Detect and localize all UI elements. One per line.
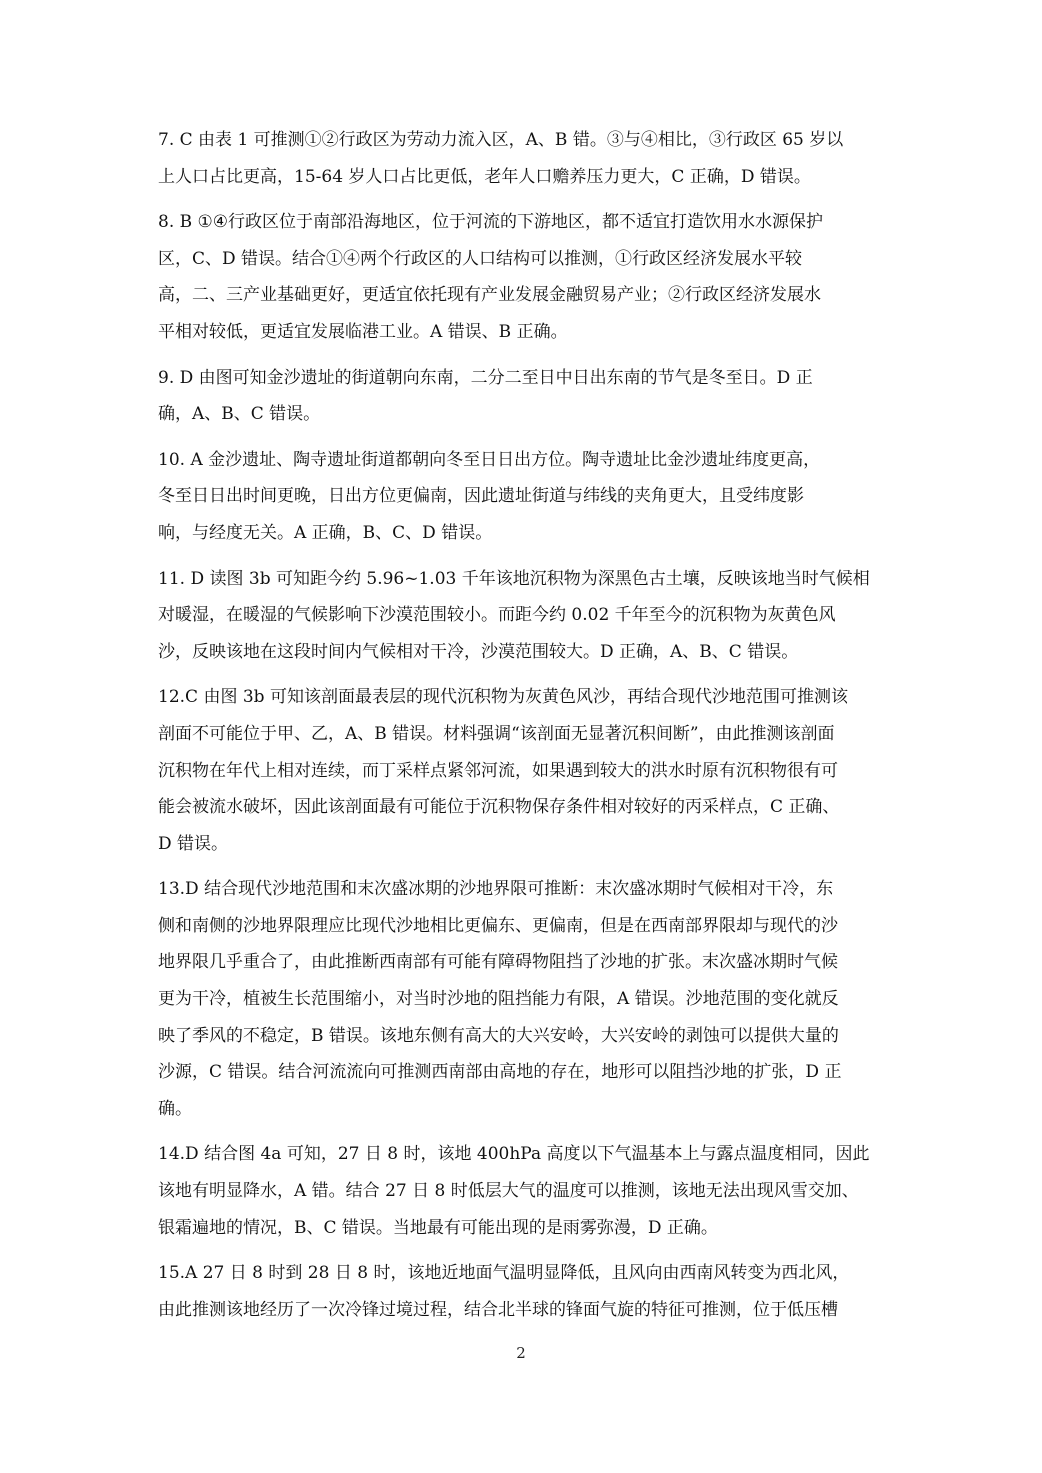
answer-item: [158, 561, 888, 671]
answer-item: [158, 679, 888, 862]
answer-line: 11. D 读图 3b 可知距今约 5.96~1.03 千年该地沉积物为深黑色古土壤，反映该地当时气候相: [158, 568, 870, 589]
answer-item: [158, 122, 888, 195]
answer-item: [158, 442, 888, 552]
answer-line: 剖面不可能位于甲、乙，A、B 错误。材料强调“该剖面无显著沉积间断”，由此推测该剖面: [158, 723, 835, 744]
answer-line: 9. D 由图可知金沙遗址的街道朝向东南，二分二至日中日出东南的节气是冬至日。D 正: [158, 367, 813, 388]
answer-line: 沙源，C 错误。结合河流流向可推测西南部由高地的存在，地形可以阻挡沙地的扩张，D 正: [158, 1062, 842, 1083]
answer-line: 13.D 结合现代沙地范围和末次盛冰期的沙地界限可推断：末次盛冰期时气候相对干冷，东: [158, 879, 834, 900]
answer-line: 对暖湿，在暖湿的气候影响下沙漠范围较小。而距今约 0.02 千年至今的沉积物为灰黄色风: [158, 605, 836, 626]
answer-line: 12.C 由图 3b 可知该剖面最表层的现代沉积物为灰黄色风沙，再结合现代沙地范围可推测该: [158, 687, 848, 708]
answer-item: [158, 1255, 888, 1328]
answer-line: 8. B ①④行政区位于南部沿海地区，位于河流的下游地区，都不适宜打造饮用水水源保护: [158, 212, 823, 233]
answer-line: 地界限几乎重合了，由此推断西南部有可能有障碍物阻挡了沙地的扩张。末次盛冰期时气候: [158, 952, 838, 973]
answer-line: 高，二、三产业基础更好，更适宜依托现有产业发展金融贸易产业；②行政区经济发展水: [158, 285, 821, 306]
page-number: 2: [516, 1344, 526, 1362]
answer-line: 映了季风的不稳定，B 错误。该地东侧有高大的大兴安岭，大兴安岭的剥蚀可以提供大量的: [158, 1025, 839, 1046]
answer-item: [158, 871, 888, 1127]
answer-line: 响，与经度无关。A 正确，B、C、D 错误。: [158, 522, 493, 543]
answer-line: 确，A、B、C 错误。: [158, 404, 321, 425]
answer-line: 7. C 由表 1 可推测①②行政区为劳动力流入区，A、B 错。③与④相比，③行政区 65 岁以: [158, 130, 844, 150]
answer-line: 由此推测该地经历了一次冷锋过境过程，结合北半球的锋面气旋的特征可推测，位于低压槽: [158, 1299, 838, 1320]
answer-line: 15.A 27 日 8 时到 28 日 8 时，该地近地面气温明显降低，且风向由西南风转变为西北风，: [158, 1263, 850, 1284]
answer-line: 平相对较低，更适宜发展临港工业。A 错误、B 正确。: [158, 321, 568, 342]
answer-line: 侧和南侧的沙地界限理应比现代沙地相比更偏东、更偏南，但是在西南部界限却与现代的沙: [158, 915, 838, 936]
answer-line: 沉积物在年代上相对连续，而丁采样点紧邻河流，如果遇到较大的洪水时原有沉积物很有可: [158, 760, 838, 781]
answer-line: 沙，反映该地在这段时间内气候相对干冷，沙漠范围较大。D 正确，A、B、C 错误。: [158, 641, 799, 662]
answer-line: D 错误。: [158, 833, 229, 854]
answer-item: [158, 204, 888, 350]
answer-line: 银霜遍地的情况，B、C 错误。当地最有可能出现的是雨雾弥漫，D 正确。: [158, 1217, 718, 1238]
answer-line: 能会被流水破坏，因此该剖面最有可能位于沉积物保存条件相对较好的丙采样点，C 正确、: [158, 797, 840, 818]
answer-line: 10. A 金沙遗址、陶寺遗址街道都朝向冬至日日出方位。陶寺遗址比金沙遗址纬度更高，: [158, 449, 821, 470]
answer-item: [158, 1136, 888, 1246]
answer-line: 确。: [158, 1098, 192, 1119]
answer-line: 区，C、D 错误。结合①④两个行政区的人口结构可以推测，①行政区经济发展水平较: [158, 248, 803, 269]
answer-line: 该地有明显降水，A 错。结合 27 日 8 时低层大气的温度可以推测，该地无法出现风雪交加、: [158, 1181, 859, 1202]
answer-line: 上人口占比更高，15-64 岁人口占比更低，老年人口赡养压力更大，C 正确，D 错误。: [158, 166, 811, 187]
answer-item: [158, 360, 888, 433]
answer-line: 更为干冷，植被生长范围缩小，对当时沙地的阻挡能力有限，A 错误。沙地范围的变化就反: [158, 989, 839, 1010]
answer-line: 冬至日日出时间更晚，日出方位更偏南，因此遗址街道与纬线的夹角更大，且受纬度影: [158, 486, 804, 507]
answer-line: 14.D 结合图 4a 可知，27 日 8 时，该地 400hPa 高度以下气温基本上与露点温度相同，因此: [158, 1144, 870, 1165]
answer-explanations: [158, 122, 888, 1337]
